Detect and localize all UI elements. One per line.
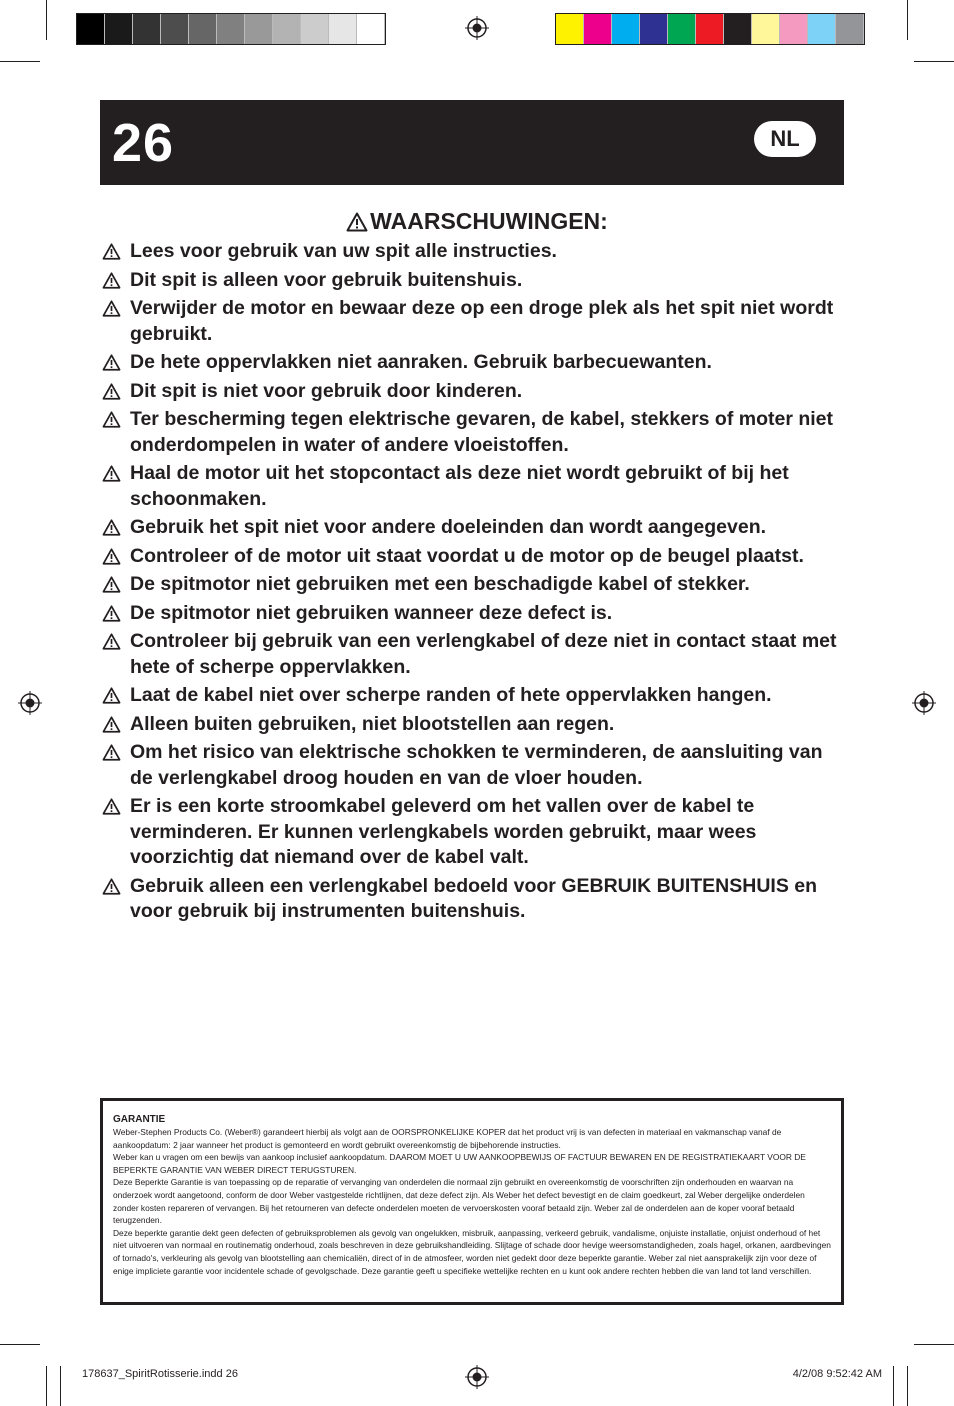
warning-item (100, 239, 850, 265)
color-swatch (273, 14, 301, 44)
page-number: 26 (112, 113, 175, 173)
color-swatch (77, 14, 105, 44)
warranty-paragraph: Weber-Stephen Products Co. (Weber®) garandeert hierbij als volgt aan de OORSPRONKELIJKE KOPER dat het product vrij is van defecten in materiaal en vakmanschap vanaf de aankoopdatum: 2 jaar wanneer het product is gemonteerd en wordt gebruikt overeenkomstig de bijbehorende instructies. (113, 1127, 782, 1150)
warning-triangle-icon (102, 383, 121, 400)
process-color-bar (555, 13, 865, 45)
warning-triangle-icon (102, 576, 121, 593)
color-swatch (105, 14, 133, 44)
crop-mark (0, 61, 40, 62)
warning-item (100, 544, 850, 570)
warning-triangle-icon (102, 300, 121, 317)
warning-text: Om het risico van elektrische schokken te verminderen, de aansluiting van de verlengkabel droog houden en van de vloer houden. (130, 741, 823, 789)
warnings-title: WAARSCHUWINGEN: (370, 208, 608, 234)
color-swatch (640, 14, 668, 44)
warning-text: Gebruik het spit niet voor andere doeleinden dan wordt aangegeven. (130, 516, 767, 538)
warning-triangle-icon (102, 548, 121, 565)
crop-mark (893, 1366, 894, 1406)
warning-text: Gebruik alleen een verlengkabel bedoeld voor GEBRUIK BUITENSHUIS en voor gebruik bij instrumenten buitenshuis. (130, 874, 818, 922)
color-swatch (612, 14, 640, 44)
warranty-text (113, 1126, 831, 1277)
color-swatch (808, 14, 836, 44)
warning-item (100, 712, 850, 738)
warning-triangle-icon (102, 519, 121, 536)
warning-text: De spitmotor niet gebruiken met een beschadigde kabel of stekker. (130, 573, 750, 595)
color-swatch (724, 14, 752, 44)
color-swatch (752, 14, 780, 44)
warning-item (100, 683, 850, 709)
crop-mark (907, 1366, 908, 1406)
warnings-heading (0, 207, 954, 235)
warning-item (100, 601, 850, 627)
warning-triangle-icon (102, 605, 121, 622)
warning-item (100, 296, 850, 347)
page-header-bar (100, 100, 844, 185)
warning-triangle-icon (346, 212, 368, 232)
color-swatch (357, 14, 385, 44)
warranty-box (100, 1098, 844, 1305)
footer-file-info: 178637_SpiritRotisserie.indd 26 (82, 1368, 238, 1380)
footer-timestamp: 4/2/08 9:52:42 AM (792, 1368, 882, 1380)
color-swatch (245, 14, 273, 44)
warning-triangle-icon (102, 878, 121, 895)
warning-text: De hete oppervlakken niet aanraken. Gebruik barbecuewanten. (130, 351, 712, 373)
color-swatch (556, 14, 584, 44)
color-swatch (836, 14, 864, 44)
crop-mark (46, 1366, 47, 1406)
grayscale-color-bar (76, 13, 386, 45)
color-swatch (668, 14, 696, 44)
warning-triangle-icon (102, 465, 121, 482)
warning-item (100, 379, 850, 405)
warning-text: Alleen buiten gebruiken, niet blootstellen aan regen. (130, 712, 615, 735)
warning-text: Haal de motor uit het stopcontact als deze niet wordt gebruikt of bij het schoonmaken. (130, 462, 789, 510)
warning-triangle-icon (102, 272, 121, 289)
color-swatch (133, 14, 161, 44)
color-swatch (329, 14, 357, 44)
warranty-paragraph: Deze beperkte garantie dekt geen defecten of gebruiksproblemen als gevolg van ongelukken, misbruik, aanpassing, verkeerd gebruik, vandalisme, onjuiste installatie, onjuist onderhoud of het niet uitvoeren van normaal en routinematig onderhoud, zoals beschreven in deze gebruikshandleiding. Slijtage of schade door hevige weersomstandigheden, zoals hagel, orkanen, aardbevingen of tornado's, verkleuring als gevolg van blootstelling aan chemicaliën, direct of in de atmosfeer, worden niet gedekt door deze beperkte garantie. Weber zal niet aansprakelijk zijn voor deze of enige impliciete garantie voor incidentele schade of gevolgschade. Deze garantie geeft u specifieke wettelijke rechten en u kunt ook andere rechten hebben die van land tot land verschillen. (113, 1227, 831, 1276)
warning-text: Controleer of de motor uit staat voordat u de motor op de beugel plaatst. (130, 544, 804, 567)
warning-item (100, 350, 850, 376)
color-swatch (161, 14, 189, 44)
color-swatch (217, 14, 245, 44)
warning-item (100, 407, 850, 458)
warning-item (100, 794, 850, 871)
warning-item (100, 515, 850, 541)
warning-text: Er is een korte stroomkabel geleverd om het vallen over de kabel te verminderen. Er kunnen verlengkabels worden gebruikt, maar wees voorzichtig dat niemand over de kabel valt. (130, 795, 757, 868)
warning-item (100, 874, 850, 925)
warning-text: Dit spit is alleen voor gebruik buitenshuis. (130, 268, 523, 291)
warning-text: Ter bescherming tegen elektrische gevaren, de kabel, stekkers of moter niet onderdompelen in water of andere vloeistoffen. (130, 408, 833, 456)
warning-triangle-icon (102, 411, 121, 428)
crop-mark (914, 61, 954, 62)
warning-triangle-icon (102, 354, 121, 371)
warning-text: Controleer bij gebruik van een verlengkabel of deze niet in contact staat met hete of scherpe oppervlakken. (130, 630, 837, 678)
color-swatch (301, 14, 329, 44)
color-swatch (584, 14, 612, 44)
warning-triangle-icon (102, 633, 121, 650)
warning-text: Verwijder de motor en bewaar deze op een droge plek als het spit niet wordt gebruikt. (130, 297, 834, 345)
warning-triangle-icon (102, 744, 121, 761)
warning-text: Laat de kabel niet over scherpe randen of hete oppervlakken hangen. (130, 684, 772, 706)
warning-item (100, 461, 850, 512)
color-swatch (696, 14, 724, 44)
warranty-paragraph: Weber kan u vragen om een bewijs van aankoop inclusief aankoopdatum. DAAROM MOET U UW AANKOOPBEWIJS OF FACTUUR BEWAREN EN DE REGISTRATIEKAART VOOR DE BEPERKTE GARANTIE VAN WEBER DIRECT TERUGSTUREN. (113, 1152, 806, 1175)
warning-item (100, 572, 850, 598)
warning-triangle-icon (102, 716, 121, 733)
language-badge: NL (754, 121, 816, 157)
warning-text: Dit spit is niet voor gebruik door kinderen. (130, 379, 523, 402)
warning-triangle-icon (102, 243, 121, 260)
crop-mark (907, 0, 908, 40)
registration-mark-icon (465, 16, 489, 40)
warning-item (100, 740, 850, 791)
warning-triangle-icon (102, 687, 121, 704)
warranty-paragraph: Deze Beperkte Garantie is van toepassing op de reparatie of vervanging van onderdelen die normaal zijn gebruikt en overeenkomstig de voorschriften zijn onderhouden en waarvan na onderzoek wordt aangetoond, conform de door Weber vastgestelde richtlijnen, dat deze defect zijn. Als Weber het defect bevestigt en de claim goedkeurt, zal Weber dergelijke onderdelen zonder kosten repareren of vervangen. Bij het retourneren van defecte onderdelen moeten de vervoerskosten vooraf betaald zijn. Weber zal de onderdelen aan de koper vooraf betaald terugzenden. (113, 1177, 805, 1226)
color-swatch (780, 14, 808, 44)
warranty-title: GARANTIE (113, 1114, 166, 1125)
warning-item (100, 629, 850, 680)
warning-triangle-icon (102, 798, 121, 815)
registration-mark-icon (18, 691, 42, 715)
warning-text: Lees voor gebruik van uw spit alle instructies. (130, 240, 557, 262)
registration-mark-icon (912, 691, 936, 715)
color-swatch (189, 14, 217, 44)
registration-mark-icon (465, 1365, 489, 1389)
crop-mark (46, 0, 47, 40)
warning-item (100, 268, 850, 294)
warnings-list (100, 239, 850, 928)
crop-mark (914, 1344, 954, 1345)
crop-mark (0, 1344, 40, 1345)
warning-text: De spitmotor niet gebruiken wanneer deze defect is. (130, 601, 613, 624)
crop-mark (60, 1366, 61, 1406)
